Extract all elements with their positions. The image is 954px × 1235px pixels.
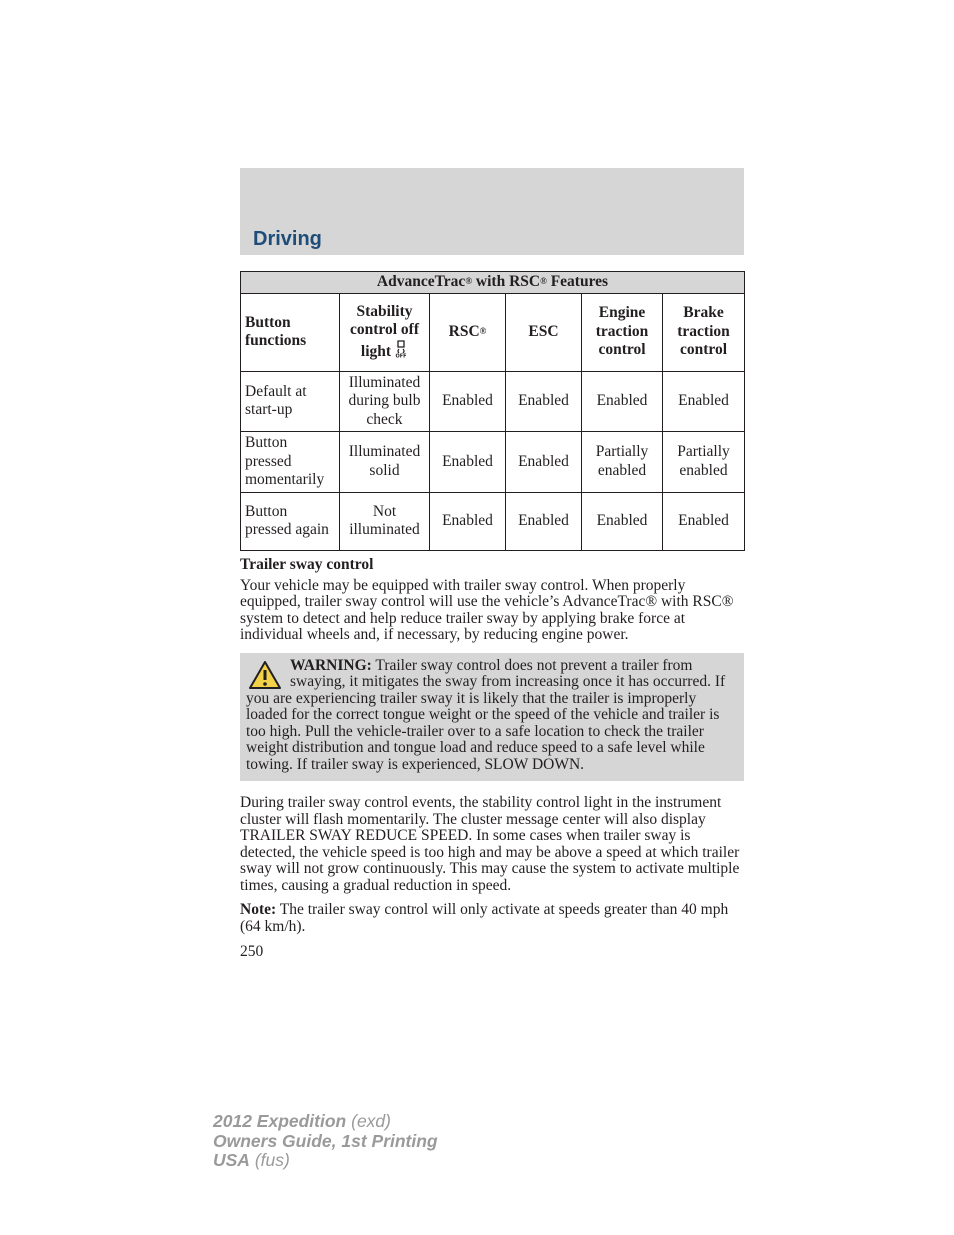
intro-paragraph: Your vehicle may be equipped with trailer sway control. When properly equipped, trailer sway control will use the vehicle’s AdvanceTrac® with RSC® system to detect and help reduce trailer sway by applying brake force at individual wheels and, if necessary, by reducing engine power. <box>240 576 734 643</box>
note-text: The trailer sway control will only activate at speeds greater than 40 mph (64 km/h). <box>240 901 729 935</box>
header-engine-traction: Engine traction control <box>582 293 663 371</box>
cell-engine: Enabled <box>582 371 663 432</box>
advancetrac-features-table <box>240 271 745 551</box>
cell-esc: Enabled <box>506 371 582 432</box>
cell-rsc: Enabled <box>430 492 506 550</box>
header-rsc: RSC® <box>430 293 506 371</box>
header-brake-traction: Brake traction control <box>663 293 745 371</box>
footer-line-2: Owners Guide, 1st Printing <box>213 1130 438 1151</box>
cell-rsc: Enabled <box>430 432 506 493</box>
warning-text: Trailer sway control does not prevent a trailer from swaying, it mitigates the sway from increasing once it has occurred. If you are experiencing trailer sway it is likely that the trailer is improperly loaded for the correct tongue weight or the speed of the vehicle and trailer is too high. Pull the vehicle-trailer over to a safe location to check the trailer weight distribution and tongue load and reduce speed to a safe level while towing. If trailer sway is experienced, SLOW DOWN. <box>246 656 726 773</box>
section-heading: Trailer sway control <box>240 555 374 573</box>
table-row <box>241 492 745 550</box>
cell-brake: Partially enabled <box>663 432 745 493</box>
header-stability-light: Stability control off light OFF <box>340 293 430 371</box>
table-row <box>241 371 745 432</box>
cell-light: Illuminated solid <box>340 432 430 493</box>
cell-brake: Enabled <box>663 371 745 432</box>
footer-line-3: USA (fus) <box>213 1150 290 1170</box>
document-footer <box>213 1112 438 1171</box>
header-esc: ESC <box>506 293 582 371</box>
table-caption: AdvanceTrac® with RSC® Features <box>241 272 745 294</box>
header-button-functions: Button functions <box>241 293 340 371</box>
cell-esc: Enabled <box>506 492 582 550</box>
cell-function: Button pressed momentarily <box>241 432 340 493</box>
cell-function: Default at start-up <box>241 371 340 432</box>
cell-brake: Enabled <box>663 492 745 550</box>
footer-line-1: 2012 Expedition (exd) <box>213 1111 391 1131</box>
note-label: Note: <box>240 901 277 918</box>
section-header-band <box>240 168 744 255</box>
cell-engine: Partially enabled <box>582 432 663 493</box>
section-title: Driving <box>253 228 322 250</box>
warning-box <box>240 653 744 782</box>
events-paragraph: During trailer sway control events, the stability control light in the instrument cluster will flash momentarily. The cluster message center will also display TRAILER SWAY REDUCE SPEED. In some cases when trailer sway is detected, the vehicle speed is too high and may be above a speed at which trailer sway will not grow continuously. This may cause the system to activate multiple times, causing a gradual reduction in speed. <box>240 794 740 894</box>
page-number: 250 <box>240 943 264 960</box>
warning-label: WARNING: <box>290 656 372 674</box>
note-paragraph <box>240 902 744 935</box>
cell-light: Illuminated during bulb check <box>340 371 430 432</box>
page-content <box>240 271 744 961</box>
cell-rsc: Enabled <box>430 371 506 432</box>
cell-engine: Enabled <box>582 492 663 550</box>
cell-esc: Enabled <box>506 432 582 493</box>
stability-control-off-icon <box>394 340 408 358</box>
warning-triangle-icon <box>248 660 282 690</box>
svg-text:OFF: OFF <box>395 353 407 358</box>
cell-light: Not illuminated <box>340 492 430 550</box>
cell-function: Button pressed again <box>241 492 340 550</box>
table-row <box>241 432 745 493</box>
